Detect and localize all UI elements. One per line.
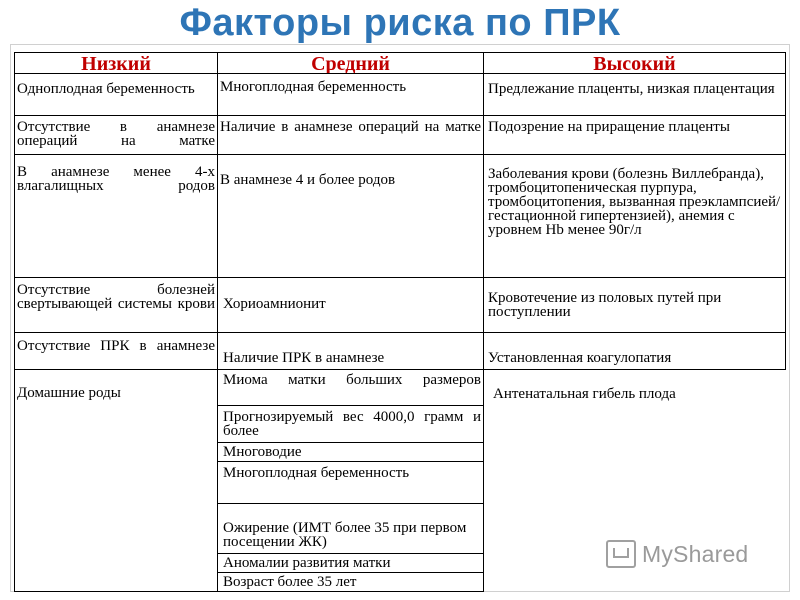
medium-text-5: Наличие ПРК в анамнезе: [223, 350, 385, 366]
medium-cell-11: [217, 553, 484, 573]
medium-cell-5: [217, 332, 484, 370]
low-text-5: Отсутствие ПРК в анамнезе: [17, 338, 215, 354]
low-cell-1: [14, 73, 218, 116]
high-text-5: Установленная коагулопатия: [488, 350, 672, 366]
low-text-3: В анамнезе менее 4-х влагалищных родов: [17, 164, 215, 194]
medium-text-2: Наличие в анамнезе операций на матке: [220, 119, 481, 135]
high-cell-3: [483, 154, 786, 278]
high-cell-4: [483, 277, 786, 333]
medium-text-4: Хориоамнионит: [223, 296, 326, 312]
low-cell-4: [14, 277, 218, 333]
header-low: Низкий: [14, 52, 218, 74]
medium-text-12: Возраст более 35 лет: [223, 574, 357, 590]
low-text-2: Отсутствие в анамнезе операций на матке: [17, 119, 215, 149]
medium-text-6: Миома матки больших размеров: [223, 372, 481, 388]
medium-text-1: Многоплодная беременность: [220, 79, 407, 95]
low-text-6: Домашние роды: [17, 385, 121, 401]
high-text-4: Кровотечение из половых путей при поступлении: [488, 290, 722, 320]
medium-text-11: Аномалии развития матки: [223, 555, 391, 571]
medium-cell-12: [217, 572, 484, 592]
page-title: Факторы риска по ПРК: [179, 2, 621, 44]
medium-cell-1: [217, 73, 484, 116]
medium-cell-10: [217, 503, 484, 554]
medium-cell-2: [217, 115, 484, 155]
header-high: Высокий: [483, 52, 786, 74]
medium-cell-9: [217, 461, 484, 504]
high-cell-5: [483, 332, 786, 370]
medium-cell-3: [217, 154, 484, 278]
medium-text-7: Прогнозируемый вес 4000,0 грамм и более: [223, 409, 481, 439]
low-cell-2: [14, 115, 218, 155]
medium-text-3: В анамнезе 4 и более родов: [220, 172, 396, 188]
low-text-4: Отсутствие болезней свертывающей системы крови: [17, 282, 215, 312]
myshared-logo: [606, 536, 766, 572]
high-cell-1: [483, 73, 786, 116]
medium-cell-4: [217, 277, 484, 333]
medium-cell-8: [217, 442, 484, 462]
low-cell-6: [14, 369, 218, 592]
low-text-1: Одноплодная беременность: [17, 81, 195, 97]
medium-cell-6: [217, 369, 484, 406]
high-text-3: Заболевания крови (болезнь Виллебранда), тромбоцитопеническая пурпура, тромбоцитопения, вызванная преэклампсией/гестационной гипертензией), анемия с уровнем Hb менее 90г/л: [488, 166, 781, 238]
medium-text-9: Многоплодная беременность: [223, 465, 410, 481]
medium-text-8: Многоводие: [223, 444, 302, 460]
header-medium: Средний: [217, 52, 484, 74]
high-text-2: Подозрение на приращение плаценты: [488, 119, 730, 135]
high-text-6: Антенатальная гибель плода: [493, 386, 676, 402]
medium-text-10: Ожирение (ИМТ более 35 при первом посещении ЖК): [223, 520, 467, 550]
high-cell-2: [483, 115, 786, 155]
medium-cell-7: [217, 405, 484, 443]
high-text-1: Предлежание плаценты, низкая плацентация: [488, 81, 775, 97]
low-cell-5: [14, 332, 218, 370]
logo-text: MyShared: [642, 540, 749, 567]
low-cell-3: [14, 154, 218, 278]
presentation-icon: [606, 540, 636, 568]
